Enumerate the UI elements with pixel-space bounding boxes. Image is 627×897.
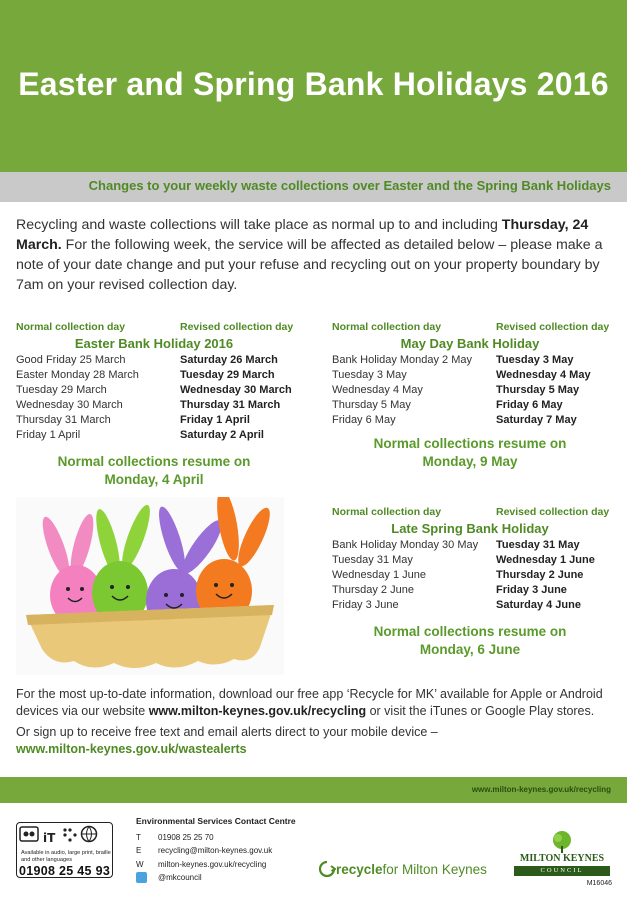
contact-phone: T 01908 25 25 70 <box>136 832 214 842</box>
column-headers: Normal collection day Revised collection day <box>332 321 610 333</box>
schedule-row: Friday 1 April Saturday 2 April <box>16 429 264 441</box>
page-subtitle: Changes to your weekly waste collections over Easter and the Spring Bank Holidays <box>88 178 611 193</box>
schedule-row: Wednesday 30 March Thursday 31 March <box>16 399 281 411</box>
schedule-row: Tuesday 3 May Wednesday 4 May <box>332 369 591 381</box>
page-title: Easter and Spring Bank Holidays 2016 <box>18 66 609 102</box>
schedule-row: Thursday 2 June Friday 3 June <box>332 584 567 596</box>
schedule-row: Thursday 31 March Friday 1 April <box>16 414 250 426</box>
easter-eggs-photo <box>16 497 284 675</box>
document-code: M16046 <box>586 880 612 887</box>
info-paragraph: For the most up-to-date information, download our free app ‘Recycle for MK’ available for Apple or Android devices via our website www.milton-keynes.gov.uk/recycling or visit the iTunes or Google Play stores. Or sign up to receive free text and email alerts direct to your mobile device – www.milton-keynes.gov.uk/wastealerts <box>16 687 603 756</box>
svg-text:iT: iT <box>43 831 56 845</box>
contact-twitter[interactable]: @mkcouncil <box>136 871 296 885</box>
schedule-row: Wednesday 4 May Thursday 5 May <box>332 384 580 396</box>
schedule-row: Bank Holiday Monday 2 May Tuesday 3 May <box>332 354 574 366</box>
schedule-row: Thursday 5 May Friday 6 May <box>332 399 563 411</box>
contact-website[interactable]: W milton-keynes.gov.uk/recycling <box>136 859 267 869</box>
accessibility-icons <box>17 823 112 849</box>
easter-schedule <box>16 320 293 443</box>
recycle-icon <box>318 860 336 878</box>
twitter-icon <box>136 872 147 883</box>
recycle-for-mk-logo: recycle for Milton Keynes <box>318 860 487 878</box>
schedule-row: Friday 3 June Saturday 4 June <box>332 599 581 611</box>
latespring-resume-note: Normal collections resume on Monday, 6 June <box>373 624 567 657</box>
column-headers: Normal collection day Revised collection day <box>332 506 610 518</box>
accessibility-text: Available in audio, large print, braille and other languages <box>21 850 111 863</box>
mayday-resume-note: Normal collections resume on Monday, 9 May <box>373 436 567 469</box>
schedule-row: Good Friday 25 March Saturday 26 March <box>16 354 278 366</box>
wastealerts-link[interactable]: www.milton-keynes.gov.uk/wastealerts <box>16 742 247 756</box>
schedule-row: Wednesday 1 June Thursday 2 June <box>332 569 584 581</box>
contact-title: Environmental Services Contact Centre <box>136 816 296 826</box>
mayday-schedule <box>332 320 609 428</box>
schedule-row: Friday 6 May Saturday 7 May <box>332 414 577 426</box>
schedule-title: Late Spring Bank Holiday <box>391 521 549 536</box>
recycling-link[interactable]: www.milton-keynes.gov.uk/recycling <box>148 704 367 718</box>
accessibility-box <box>16 822 113 878</box>
milton-keynes-council-logo: MILTON KEYNES COUNCIL M16046 <box>512 830 612 890</box>
easter-resume-note: Normal collections resume on Monday, 4 April <box>57 454 251 487</box>
footer-url[interactable]: www.milton-keynes.gov.uk/recycling <box>471 785 611 794</box>
tree-icon <box>512 830 612 854</box>
schedule-title: Easter Bank Holiday 2016 <box>74 336 234 351</box>
schedule-row: Tuesday 31 May Wednesday 1 June <box>332 554 595 566</box>
schedule-row: Easter Monday 28 March Tuesday 29 March <box>16 369 275 381</box>
contact-email[interactable]: E recycling@milton-keynes.gov.uk <box>136 846 273 855</box>
schedule-row: Bank Holiday Monday 30 May Tuesday 31 May <box>332 539 580 551</box>
schedule-row: Tuesday 29 March Wednesday 30 March <box>16 384 292 396</box>
schedule-title: May Day Bank Holiday <box>400 336 540 351</box>
intro-paragraph: Recycling and waste collections will take place as normal up to and including Thursday, 24 March. For the following week, the service will be affected as detailed below – please make a note of your date change and put your refuse and recycling out on your property boundary by 7am on your revised collection day. <box>16 217 603 293</box>
contact-block <box>136 815 296 885</box>
column-headers: Normal collection day Revised collection day <box>16 321 294 333</box>
accessibility-phone: 01908 25 45 93 <box>19 864 111 878</box>
latespring-schedule <box>332 505 609 613</box>
